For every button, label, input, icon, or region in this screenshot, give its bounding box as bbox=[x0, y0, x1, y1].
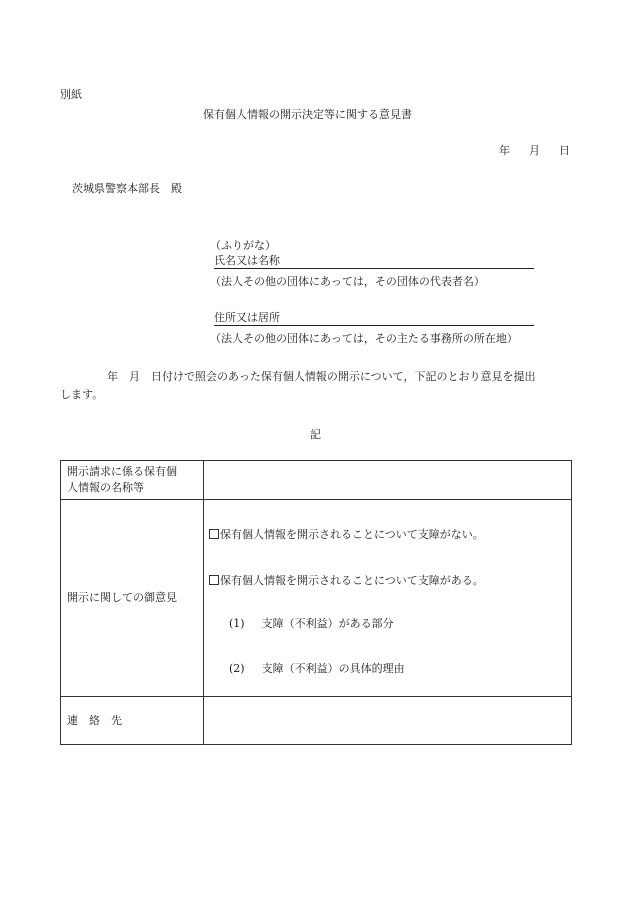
option-issue[interactable] bbox=[209, 572, 484, 588]
checkbox-no-issue[interactable] bbox=[209, 529, 219, 539]
sub-item-1-number: (1) bbox=[229, 617, 245, 630]
name-field[interactable] bbox=[214, 254, 534, 269]
option-no-issue-text: 保有個人情報を開示されることについて支障がない。 bbox=[220, 528, 484, 541]
sub-item-2-number: (2) bbox=[229, 662, 245, 675]
sub-item-2-text: 支障（不利益）の具体的理由 bbox=[261, 662, 405, 675]
contact-label-cell bbox=[61, 697, 204, 745]
table-row-contact bbox=[61, 697, 572, 745]
sub-item-1-text: 支障（不利益）がある部分 bbox=[261, 617, 394, 630]
info-name-label-line2: 人情報の名称等 bbox=[67, 481, 144, 494]
furigana-label: （ふりがな） bbox=[210, 239, 276, 252]
date-year: 年 bbox=[499, 144, 510, 157]
opinion-label: 開示に関しての御意見 bbox=[67, 591, 177, 604]
contact-value-cell[interactable] bbox=[204, 697, 572, 745]
date-line bbox=[499, 142, 570, 158]
name-label: 氏名又は名称 bbox=[214, 254, 280, 267]
document-title: 保有個人情報の開示決定等に関する意見書 bbox=[203, 108, 412, 121]
ki-heading: 記 bbox=[310, 428, 321, 441]
address-label: 住所又は居所 bbox=[214, 311, 280, 324]
checkbox-issue[interactable] bbox=[209, 575, 219, 585]
name-note: （法人その他の団体にあっては，その団体の代表者名） bbox=[210, 275, 485, 288]
attachment-label: 別紙 bbox=[60, 88, 82, 101]
addressee: 茨城県警察本部長 殿 bbox=[72, 182, 182, 195]
table-row-info-name bbox=[61, 461, 572, 500]
info-name-value-cell[interactable] bbox=[204, 461, 572, 500]
opinion-value-cell bbox=[204, 500, 572, 697]
option-no-issue[interactable] bbox=[209, 526, 484, 542]
opinion-label-cell bbox=[61, 500, 204, 697]
table-row-opinion bbox=[61, 500, 572, 697]
info-name-label-cell bbox=[61, 461, 204, 500]
contact-label: 連 絡 先 bbox=[67, 713, 122, 727]
sub-item-1 bbox=[229, 615, 394, 631]
body-text-line1: 年 月 日付けで照会のあった保有個人情報の開示について，下記のとおり意見を提出 bbox=[107, 370, 536, 383]
date-month: 月 bbox=[529, 144, 540, 157]
body-text-line2: します。 bbox=[60, 388, 104, 401]
option-issue-text: 保有個人情報を開示されることについて支障がある。 bbox=[220, 574, 484, 587]
address-note: （法人その他の団体にあっては，その主たる事務所の所在地） bbox=[210, 332, 518, 345]
info-name-label-line1: 開示請求に係る保有個 bbox=[67, 465, 177, 478]
address-field[interactable] bbox=[214, 311, 534, 326]
date-day: 日 bbox=[559, 144, 570, 157]
sub-item-2 bbox=[229, 660, 405, 676]
opinion-table bbox=[60, 460, 572, 745]
